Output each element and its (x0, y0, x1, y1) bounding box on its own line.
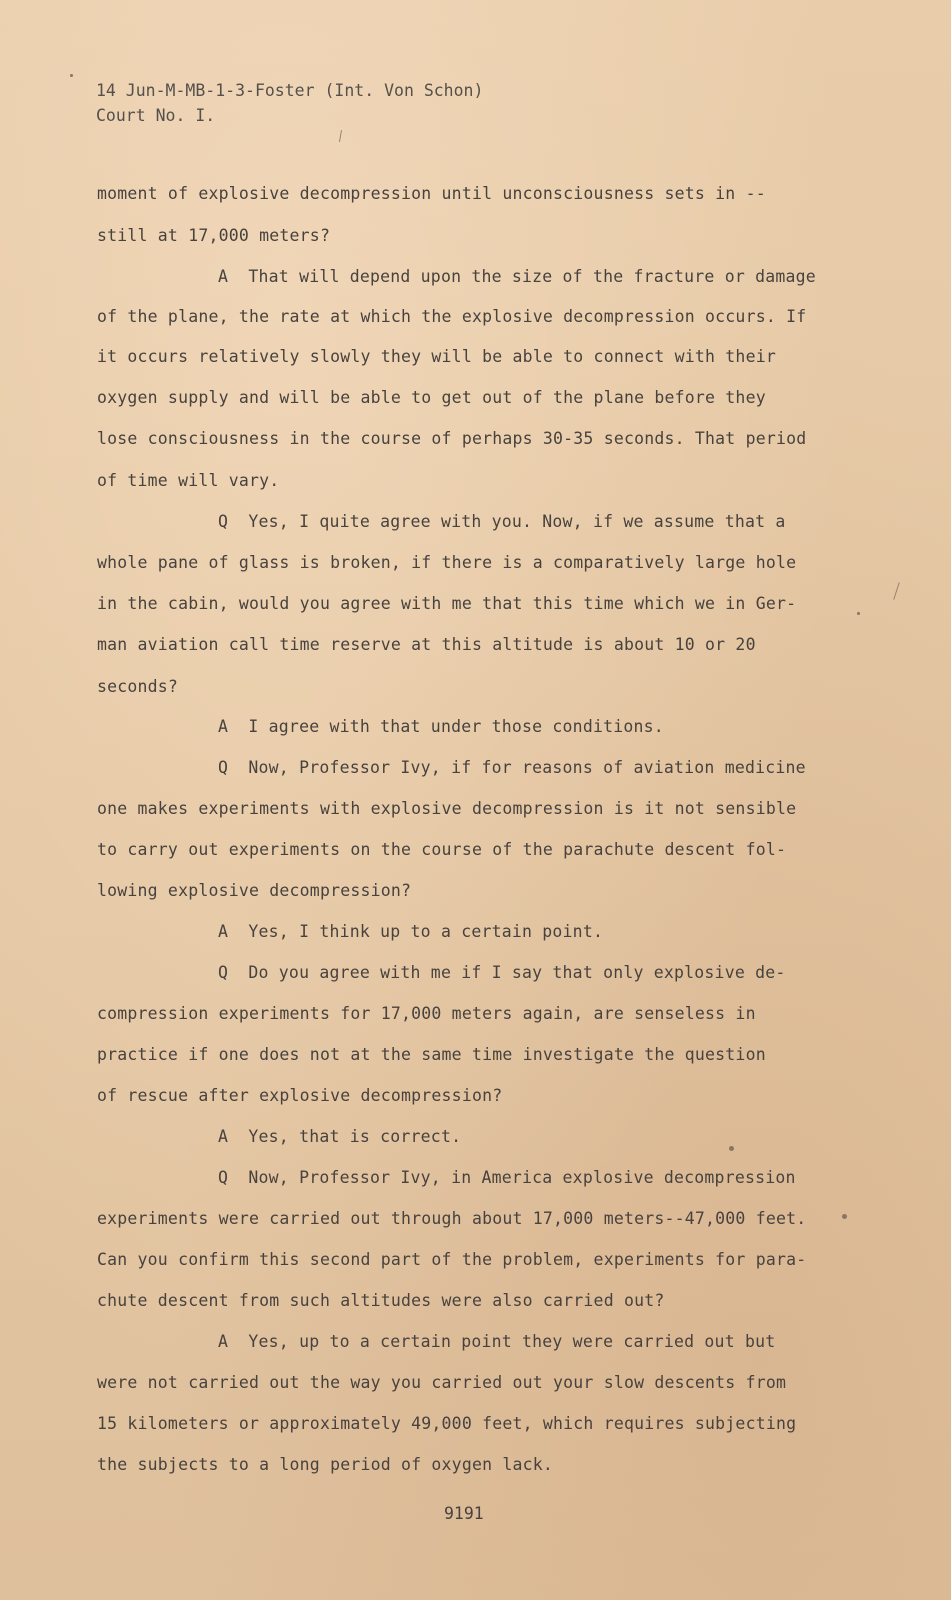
text-line: in the cabin, would you agree with me that this time which we in Ger- (97, 594, 797, 613)
text-line: oxygen supply and will be able to get out of the plane before they (97, 388, 766, 407)
document-header (96, 78, 483, 128)
pencil-mark (339, 130, 342, 142)
text-line: Q Now, Professor Ivy, in America explosive decompression (218, 1168, 796, 1187)
text-line: Q Now, Professor Ivy, if for reasons of aviation medicine (218, 758, 806, 777)
text-line: of time will vary. (97, 471, 280, 490)
paper-speck (729, 1146, 734, 1151)
header-line-2: Court No. I. (96, 106, 216, 125)
text-line: to carry out experiments on the course of the parachute descent fol- (97, 840, 787, 859)
paper-speck (842, 1214, 847, 1219)
text-line: Q Yes, I quite agree with you. Now, if we assume that a (218, 512, 786, 531)
text-line: still at 17,000 meters? (97, 226, 331, 245)
text-line: Can you confirm this second part of the problem, experiments for para- (97, 1250, 807, 1269)
text-line: A I agree with that under those conditions. (218, 717, 664, 736)
paper-speck (70, 74, 73, 77)
text-line: A Yes, I think up to a certain point. (218, 922, 604, 941)
text-line: compression experiments for 17,000 meters again, are senseless in (97, 1004, 756, 1023)
text-line: Q Do you agree with me if I say that only explosive de- (218, 963, 786, 982)
text-line: A Yes, that is correct. (218, 1127, 462, 1146)
text-line: it occurs relatively slowly they will be able to connect with their (97, 347, 776, 366)
text-line: experiments were carried out through about 17,000 meters--47,000 feet. (97, 1209, 807, 1228)
text-line: A That will depend upon the size of the fracture or damage (218, 267, 816, 286)
text-line: whole pane of glass is broken, if there is a comparatively large hole (97, 553, 797, 572)
text-line: chute descent from such altitudes were also carried out? (97, 1291, 665, 1310)
page-number: 9191 (444, 1504, 484, 1523)
text-line: of the plane, the rate at which the explosive decompression occurs. If (97, 307, 807, 326)
text-line: lowing explosive decompression? (97, 881, 412, 900)
text-line: one makes experiments with explosive decompression is it not sensible (97, 799, 797, 818)
paper-speck (857, 612, 860, 615)
text-line: man aviation call time reserve at this altitude is about 10 or 20 (97, 635, 756, 654)
text-line: 15 kilometers or approximately 49,000 feet, which requires subjecting (97, 1414, 797, 1433)
text-line: were not carried out the way you carried out your slow descents from (97, 1373, 787, 1392)
text-line: lose consciousness in the course of perhaps 30-35 seconds. That period (97, 429, 807, 448)
text-line: practice if one does not at the same time investigate the question (97, 1045, 766, 1064)
text-line: A Yes, up to a certain point they were carried out but (218, 1332, 776, 1351)
text-line: the subjects to a long period of oxygen lack. (97, 1455, 554, 1474)
pencil-mark (893, 582, 900, 599)
text-line: seconds? (97, 677, 179, 696)
header-line-1: 14 Jun-M-MB-1-3-Foster (Int. Von Schon) (96, 81, 484, 100)
text-line: moment of explosive decompression until unconsciousness sets in -- (97, 184, 766, 203)
text-line: of rescue after explosive decompression? (97, 1086, 503, 1105)
